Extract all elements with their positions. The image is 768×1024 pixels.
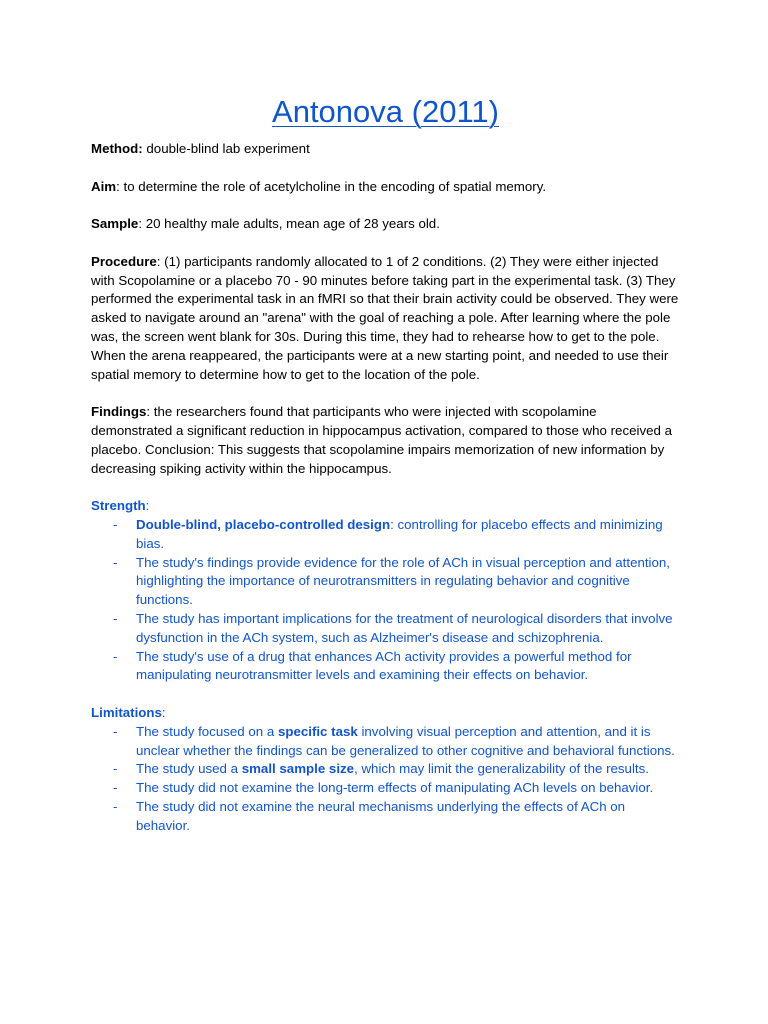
aim-label: Aim [91, 178, 117, 194]
list-item-text-before: The study focused on a [136, 723, 278, 739]
findings-paragraph [91, 403, 680, 478]
list-item [91, 516, 680, 554]
list-item [91, 723, 680, 761]
method-label: Method: [91, 141, 143, 156]
list-item-text: The study's findings provide evidence for the role of ACh in visual perception and attention, highlighting the importance of neurotransmitters in regulating behavior and cognitive functions. [136, 554, 670, 608]
limitations-list [91, 723, 680, 836]
limitations-heading-label: Limitations [91, 704, 162, 720]
bullet-dash: - [113, 798, 118, 814]
sample-label: Sample [91, 216, 139, 232]
procedure-paragraph [91, 253, 680, 385]
page-title: Antonova (2011) [272, 94, 499, 129]
list-item-text: The study's use of a drug that enhances ACh activity provides a powerful method for manipulating neurotransmitter levels and examining their effects on behavior. [136, 648, 632, 683]
method-text: double-blind lab experiment [142, 141, 310, 156]
bullet-dash: - [113, 610, 118, 626]
strength-heading-colon: : [145, 498, 150, 514]
bullet-dash: - [113, 648, 118, 664]
list-item-bold: small sample size [241, 761, 355, 777]
list-item [91, 554, 680, 610]
procedure-label: Procedure [91, 253, 157, 269]
strength-heading-label: Strength [91, 498, 146, 514]
list-item [91, 760, 680, 779]
list-item [91, 779, 680, 798]
list-item-bold: specific task [277, 723, 358, 739]
list-item-text: The study did not examine the neural mechanisms underlying the effects of ACh on behavior. [136, 798, 626, 833]
findings-label: Findings [91, 404, 147, 420]
bullet-dash: - [113, 516, 118, 532]
strength-list [91, 516, 680, 685]
procedure-text: : (1) participants randomly allocated to 1 of 2 conditions. (2) They were either injected with Scopolamine or a placebo 70 - 90 minutes before taking part in the experimental task. (3) They performed the experimental task in an fMRI so that their brain activity could be observed. They were asked to navigate around an "arena" with the goal of reaching a pole. After learning where the pole was, the screen went blank for 30s. During this time, they had to rehearse how to get to the pole. When the arena reappeared, the participants were at a new starting point, and needed to use their spatial memory to determine how to get to the location of the pole. [91, 253, 679, 382]
list-item-bold: Double-blind, placebo-controlled design [136, 516, 391, 532]
sample-text: : 20 healthy male adults, mean age of 28 years old. [138, 216, 440, 232]
limitations-heading-colon: : [161, 704, 166, 720]
list-item-text-after: involving visual perception and attention, and it is unclear whether the findings can be generalized to other cognitive and behavioral functions. [136, 723, 675, 758]
findings-text: : the researchers found that participants who were injected with scopolamine demonstrated a significant reduction in hippocampus activation, compared to those who received a placebo. Conclusion: This suggests that scopolamine impairs memorization of new information by decreasing spiking activity within the hippocampus. [91, 404, 672, 476]
aim-paragraph [91, 178, 680, 197]
list-item [91, 648, 680, 686]
list-item-text: : controlling for placebo effects and minimizing bias. [136, 516, 663, 551]
list-item-text-after: , which may limit the generalizability of the results. [354, 761, 649, 777]
bullet-dash: - [113, 780, 118, 796]
list-item-text: The study has important implications for the treatment of neurological disorders that involve dysfunction in the ACh system, such as Alzheimer's disease and schizophrenia. [136, 610, 673, 645]
list-item [91, 610, 680, 648]
bullet-dash: - [113, 723, 118, 739]
list-item-text-before: The study used a [136, 761, 242, 777]
bullet-dash: - [113, 761, 118, 777]
list-item [91, 798, 680, 836]
bullet-dash: - [113, 554, 118, 570]
aim-text: : to determine the role of acetylcholine in the encoding of spatial memory. [116, 178, 547, 194]
sample-paragraph [91, 215, 680, 234]
strength-heading [91, 497, 680, 516]
method-paragraph [91, 140, 680, 159]
limitations-heading [91, 704, 680, 723]
list-item-text: The study did not examine the long-term effects of manipulating ACh levels on behavior. [136, 780, 654, 796]
